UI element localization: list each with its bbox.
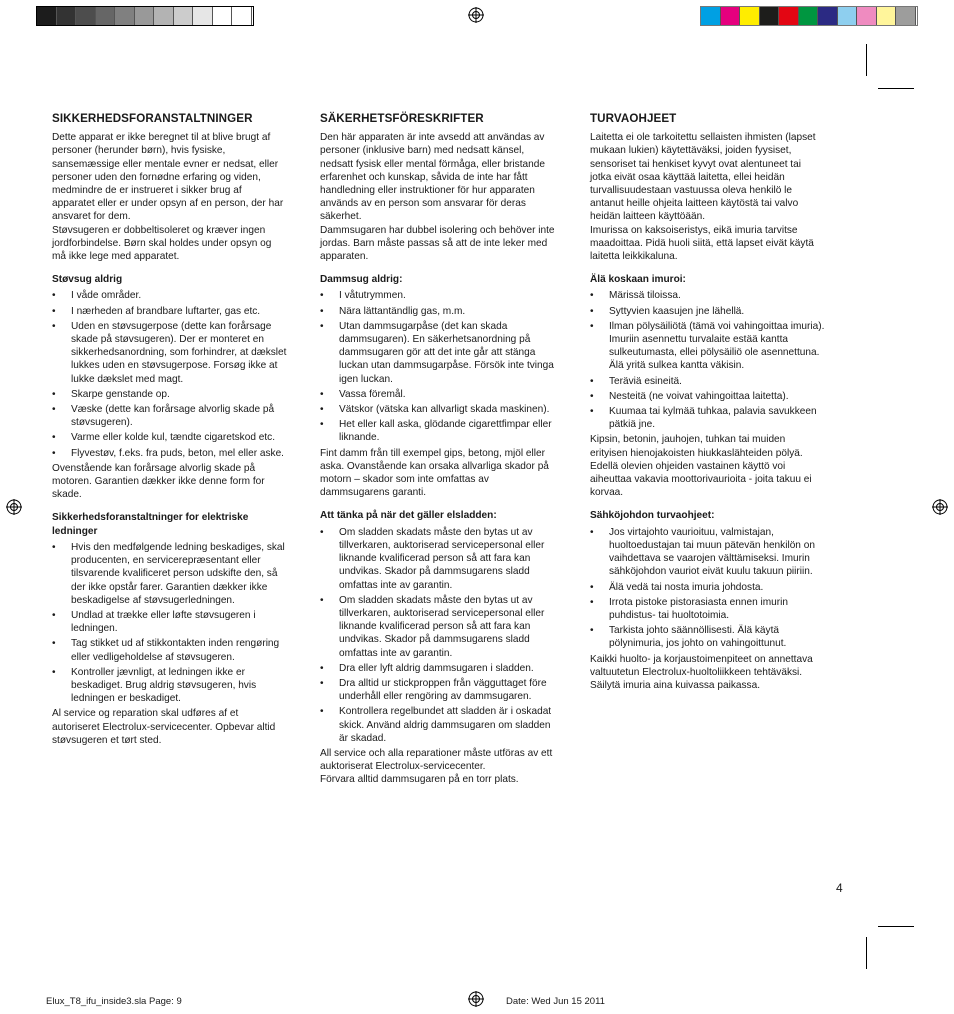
process-color-bar (700, 6, 918, 26)
color-swatch (213, 7, 233, 25)
body-paragraph: Kaikki huolto- ja korjaustoimenpiteet on annettava valtuutetun Electrolux-huoltoliikkeen tehtäväksi. (590, 653, 813, 678)
page-number: 4 (836, 881, 843, 895)
list-item: • Nesteitä (ne voivat vahingoittaa laitetta). (590, 390, 825, 403)
list-item: • Jos virtajohto vaurioituu, valmistajan, huoltoedustajan tai muun pätevän henkilön on vaihdettava se vaarojen välttämiseksi. Imurin sähköjohdon vauriot eivät kuulu takuun piiriin. (590, 526, 825, 579)
color-swatch (721, 7, 741, 25)
list-item: • Märissä tiloissa. (590, 289, 825, 302)
subsection-heading: Älä koskaan imuroi: (590, 274, 686, 286)
list-item: • Tarkista johto säännöllisesti. Älä käytä pölynimuria, jos johto on vahingoittunut. (590, 624, 825, 650)
list-item: • Syttyvien kaasujen jne lähellä. (590, 305, 825, 318)
section-heading: SÄKERHETSFÖRESKRIFTER (320, 112, 484, 125)
color-swatch (799, 7, 819, 25)
body-paragraph: Laitetta ei ole tarkoitettu sellaisten ihmisten (lapset mukaan lukien) käytettäväksi, joiden fyysiset, sensoriset tai henkiset kyvyt ovat alentuneet tai jotka eivät osaa käyttää laitetta, ellei heidän turvallisuudestaan vastuussa oleva henkilö le antanut heille ohjeita laitteen käytöstä tai valvo heidän laitteen käyttöään. (590, 132, 816, 223)
color-swatch (857, 7, 877, 25)
bullet-list (52, 289, 287, 459)
crop-mark (878, 926, 914, 927)
list-item: • Vassa föremål. (320, 388, 555, 401)
list-item: • Hvis den medfølgende ledning beskadiges, skal producenten, en servicerepræsentant eller tilsvarende kvalificeret person udskifte den, så der ikke opstår farer. Garantien dækker ikke beskadigelse af støvsugerledningen. (52, 541, 287, 607)
list-item: • I våde områder. (52, 289, 287, 302)
body-paragraph: Säilytä imuria aina kuivassa paikassa. (590, 679, 760, 691)
subsection-heading: Dammsug aldrig: (320, 274, 403, 286)
color-swatch (76, 7, 96, 25)
color-swatch (779, 7, 799, 25)
list-item: • Vätskor (vätska kan allvarligt skada maskinen). (320, 403, 555, 416)
list-item: • Kontroller jævnligt, at ledningen ikke er beskadiget. Brug aldrig støvsugeren, hvis ledningen er beskadiget. (52, 666, 287, 706)
color-swatch (115, 7, 135, 25)
color-swatch (193, 7, 213, 25)
color-swatch (818, 7, 838, 25)
list-item: • Utan dammsugarpåse (det kan skada dammsugaren). En säkerhetsanordning på dammsugaren gör att det inte går att stänga luckan utan dammsugarpåse. Försök inte tvinga igen luckan. (320, 320, 555, 386)
registration-mark-icon (468, 7, 484, 23)
color-swatch (232, 7, 252, 25)
registration-mark-icon (6, 499, 22, 515)
body-paragraph: Kipsin, betonin, jauhojen, tuhkan tai muiden erityisen hienojakoisten hiukkaslähteiden pölyä. Edellä olevien ohjeiden vastainen käyttö voi aiheuttaa vakavia moottorivaurioita - joita takuu ei korvaa. (590, 434, 812, 499)
body-paragraph: Den här apparaten är inte avsedd att användas av personer (inklusive barn) med nedsatt känsel, nedsatt fysisk eller mental förmåga, eller bristande erfarenhet och kunskap, såvida de inte har fått handledning eller instruktioner för hur apparaten används av en person som ansvarar för deras säkerhet. (320, 132, 545, 223)
list-item: • I våtutrymmen. (320, 289, 555, 302)
bullet-list (320, 289, 555, 444)
list-item: • Älä vedä tai nosta imuria johdosta. (590, 581, 825, 594)
column-finnish (590, 112, 825, 692)
list-item: • Flyvestøv, f.eks. fra puds, beton, mel eller aske. (52, 447, 287, 460)
list-item: • Irrota pistoke pistorasiasta ennen imurin puhdistus- tai huoltotoimia. (590, 596, 825, 622)
subsection-heading: Støvsug aldrig (52, 274, 123, 286)
section-heading: TURVAOHJEET (590, 112, 677, 125)
crop-mark (878, 88, 914, 89)
list-item: • Uden en støvsugerpose (dette kan forårsage skade på støvsugeren). Der er monteret en sikkerhedsanordning, som forhindrer, at dækslet lukkes uden en støvsugerpose. Forsøg ikke at lukke dækslet med magt. (52, 320, 287, 386)
spacer (320, 499, 555, 509)
body-paragraph: All service och alla reparationer måste utföras av ett auktoriserat Electrolux-servicecenter. (320, 747, 553, 773)
color-swatch (896, 7, 916, 25)
list-item: • Dra alltid ur stickproppen från vägguttaget före underhåll eller rengöring av dammsugaren. (320, 677, 555, 703)
registration-mark-icon (468, 991, 484, 1007)
color-swatch (174, 7, 194, 25)
column-swedish (320, 112, 555, 787)
column-danish (52, 112, 287, 747)
body-paragraph: Dammsugaren har dubbel isolering och behöver inte jordas. Barn måste passas så att de inte leker med apparaten. (320, 224, 555, 263)
color-swatch (877, 7, 897, 25)
body-paragraph: Förvara alltid dammsugaren på en torr plats. (320, 774, 519, 786)
list-item: • Undlad at trække eller løfte støvsugeren i ledningen. (52, 609, 287, 635)
color-swatch (96, 7, 116, 25)
list-item: • Væske (dette kan forårsage alvorlig skade på støvsugeren). (52, 403, 287, 429)
list-item: • Kontrollera regelbundet att sladden är i oskadat skick. Använd aldrig dammsugaren om sladden är skadad. (320, 705, 555, 745)
spacer (52, 263, 287, 273)
list-item: • Kuumaa tai kylmää tuhkaa, palavia savukkeen pätkiä jne. (590, 405, 825, 431)
color-swatch (701, 7, 721, 25)
subsection-heading: Att tänka på när det gäller elsladden: (320, 510, 497, 522)
spacer (590, 263, 825, 273)
color-swatch (135, 7, 155, 25)
body-paragraph: Støvsugeren er dobbeltisoleret og kræver ingen jordforbindelse. Børn skal holdes under opsyn og må ikke lege med apparatet. (52, 224, 272, 263)
bullet-list (52, 541, 287, 705)
list-item: • Om sladden skadats måste den bytas ut av tillverkaren, auktoriserad servicepersonal eller liknande kvalificerad person så att fara kan undvikas. Skador på dammsugarens sladd omfattas inte av garantin. (320, 526, 555, 592)
subsection-heading: Sikkerhedsforanstaltninger for elektriske ledninger (52, 512, 249, 537)
footer-date: Date: Wed Jun 15 2011 (506, 996, 605, 1007)
color-swatch (37, 7, 57, 25)
bullet-list (590, 289, 825, 431)
list-item: • Het eller kall aska, glödande cigarettfimpar eller liknande. (320, 418, 555, 444)
list-item: • Skarpe genstande op. (52, 388, 287, 401)
crop-mark (866, 937, 867, 969)
body-paragraph: Al service og reparation skal udføres af et autoriseret Electrolux-servicecenter. Opbevar altid støvsugeren et tørt sted. (52, 708, 276, 746)
list-item: • Om sladden skadats måste den bytas ut av tillverkaren, auktoriserad servicepersonal eller liknande kvalificerad person så att fara kan undvikas. Skador på dammsugarens sladd omfattas inte av garantin. (320, 594, 555, 660)
color-swatch (838, 7, 858, 25)
registration-mark-icon (932, 499, 948, 515)
footer-file-info: Elux_T8_ifu_inside3.sla Page: 9 (46, 996, 182, 1007)
body-paragraph: Dette apparat er ikke beregnet til at blive brugt af personer (herunder børn), hvis fysiske, sansemæssige eller mentale evner er nedsat, eller personer uden den fornødne erfaring og viden, medmindre de er instrueret i sikker brug af apparatet eller er under opsyn af en person, der har ansvaret for dem. (52, 132, 284, 223)
subsection-heading: Sähköjohdon turvaohjeet: (590, 510, 715, 522)
list-item: • Teräviä esineitä. (590, 375, 825, 388)
color-swatch (740, 7, 760, 25)
list-item: • Dra eller lyft aldrig dammsugaren i sladden. (320, 662, 555, 675)
list-item: • I nærheden af brandbare luftarter, gas etc. (52, 305, 287, 318)
color-swatch (57, 7, 77, 25)
bullet-list (590, 526, 825, 651)
body-paragraph: Fint damm från till exempel gips, betong, mjöl eller aska. Ovanstående kan orsaka allvarliga skador på motorn – skador som inte omfattas av dammsugarens garanti. (320, 447, 549, 499)
section-heading: SIKKERHEDSFORANSTALTNINGER (52, 112, 253, 125)
body-paragraph: Ovenstående kan forårsage alvorlig skade på motoren. Garantien dækker ikke denne form for skade. (52, 462, 265, 501)
list-item: • Varme eller kolde kul, tændte cigaretskod etc. (52, 431, 287, 444)
list-item: • Nära lättantändlig gas, m.m. (320, 305, 555, 318)
spacer (320, 263, 555, 273)
bullet-list (320, 526, 555, 745)
body-paragraph: Imurissa on kaksoiseristys, eikä imuria tarvitse maadoittaa. Pidä huoli siitä, että lapset eivät käytä laitetta leikkikaluna. (590, 224, 814, 263)
color-swatch (760, 7, 780, 25)
spacer (590, 499, 825, 509)
list-item: • Ilman pölysäiliötä (tämä voi vahingoittaa imuria). Imuriin asennettu turvalaite estää kantta sulkeutumasta, ellei pölysäiliö ole asennettuna. Älä yritä sulkea kantta väkisin. (590, 320, 825, 373)
list-item: • Tag stikket ud af stikkontakten inden rengøring eller vedligeholdelse af støvsugeren. (52, 637, 287, 663)
spacer (52, 501, 287, 511)
grayscale-color-bar (36, 6, 254, 26)
color-swatch (154, 7, 174, 25)
crop-mark (866, 44, 867, 76)
